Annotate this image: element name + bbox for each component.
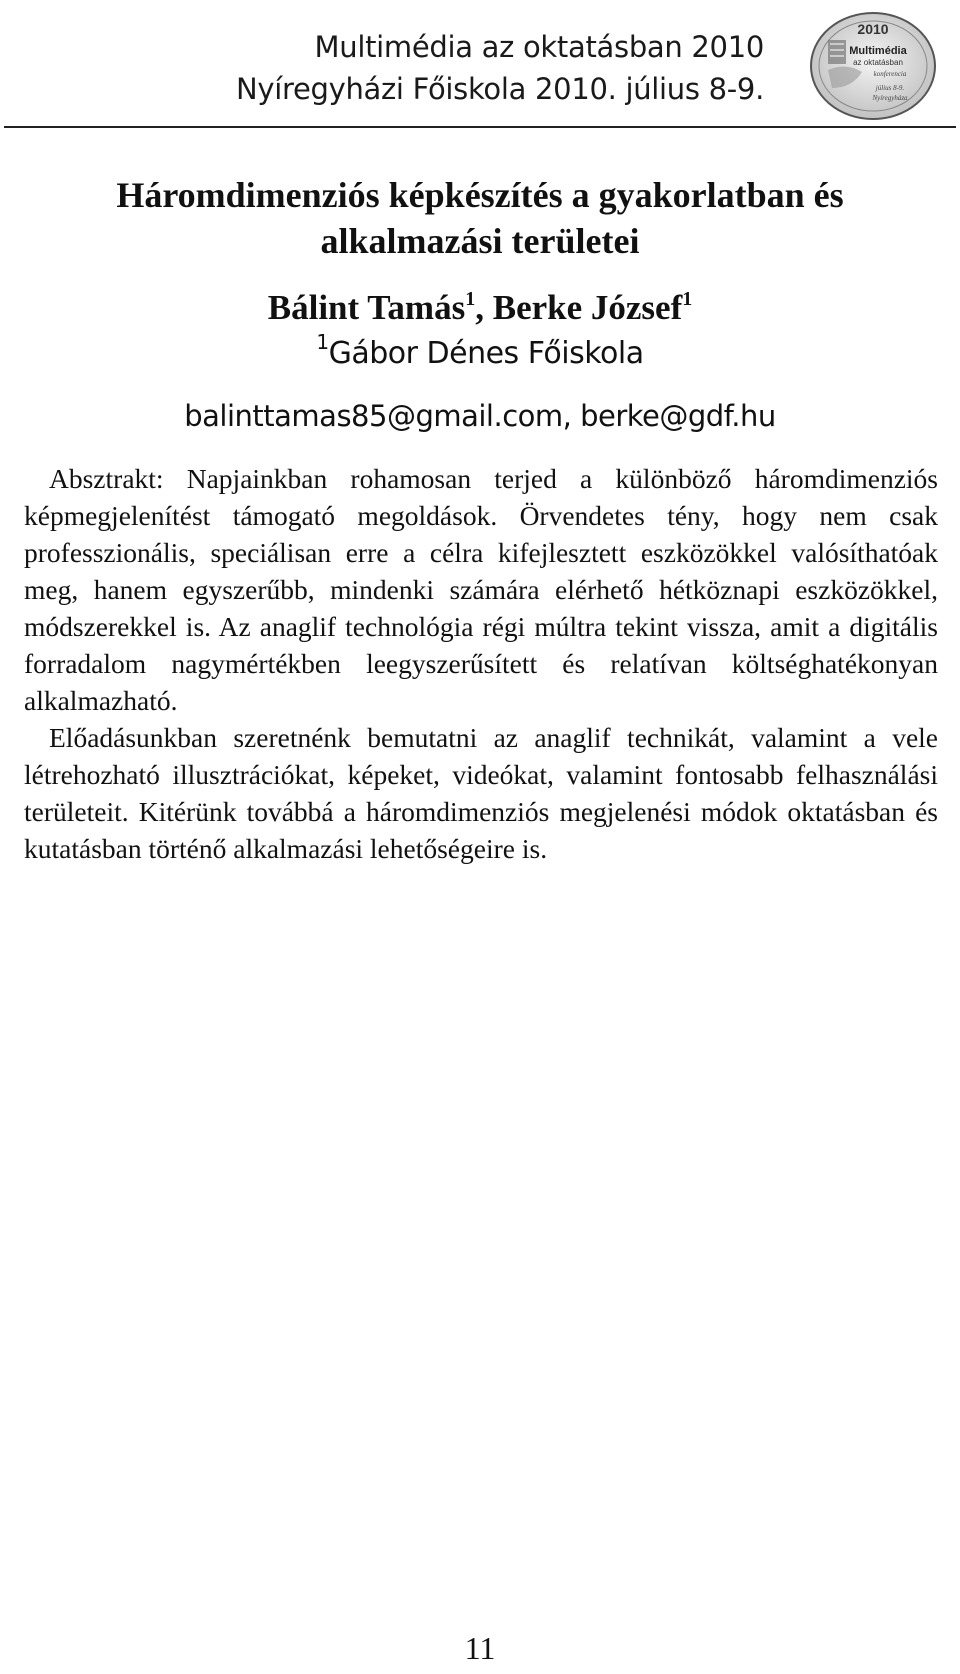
author-1: Bálint Tamás <box>267 288 466 327</box>
affiliation-name: Gábor Dénes Főiskola <box>328 336 644 371</box>
logo-date: július 8-9. <box>875 84 905 92</box>
abstract <box>24 460 938 867</box>
page-number: 11 <box>464 1630 496 1666</box>
author-2: Berke József <box>492 288 683 327</box>
conference-name: Multimédia az oktatásban 2010 <box>314 30 764 64</box>
logo-name-line1: Multimédia <box>849 45 907 57</box>
conference-logo-icon <box>806 10 940 122</box>
conference-venue-date: Nyíregyházi Főiskola 2010. július 8-9. <box>235 72 764 106</box>
author-separator: , <box>475 288 493 327</box>
logo-conference: konferencia <box>873 70 907 78</box>
author-1-affiliation-mark: 1 <box>465 288 476 310</box>
logo-year: 2010 <box>857 21 889 37</box>
abstract-paragraph-2: Előadásunkban szeretnénk bemutatni az anaglif technikát, valamint a vele létrehozható illusztrációkat, képeket, videókat, valamint fontosabb felhasználási területeit. Kitérünk továbbá a háromdimenziós megjelenési módok oktatásban és kutatásban történő alkalmazási lehetőségeire is. <box>24 722 938 864</box>
page-header <box>0 0 960 128</box>
author-2-affiliation-mark: 1 <box>682 288 693 310</box>
affiliation <box>0 332 960 376</box>
abstract-paragraph-1: Absztrakt: Napjainkban rohamosan terjed a különböző háromdimenziós képmegjelenítést támogató megoldások. Örvendetes tény, hogy nem csak professzionális, speciálisan erre a célra kifejlesztett eszközökkel valósíthatóak meg, hanem egyszerűbb, mindenki számára elérhető hétköznapi eszközökkel, módszerekkel is. Az anaglif technológia régi múltra tekint vissza, amit a digitális forradalom nagymértékben leegyszerűsített és relatívan költséghatékonyan alkalmazható. <box>24 463 938 716</box>
paper-title-line2: alkalmazási területei <box>320 221 640 261</box>
logo-city: Nyíregyháza <box>872 94 908 102</box>
conference-header <box>236 26 764 110</box>
header-divider <box>4 126 956 128</box>
author-emails: balinttamas85@gmail.com, berke@gdf.hu <box>184 399 776 433</box>
paper-title-line1: Háromdimenziós képkészítés a gyakorlatban és <box>116 175 844 215</box>
affiliation-mark: 1 <box>316 330 329 354</box>
logo-name-line2: az oktatásban <box>853 58 903 67</box>
author-list <box>0 286 960 330</box>
paper-title <box>0 172 960 264</box>
